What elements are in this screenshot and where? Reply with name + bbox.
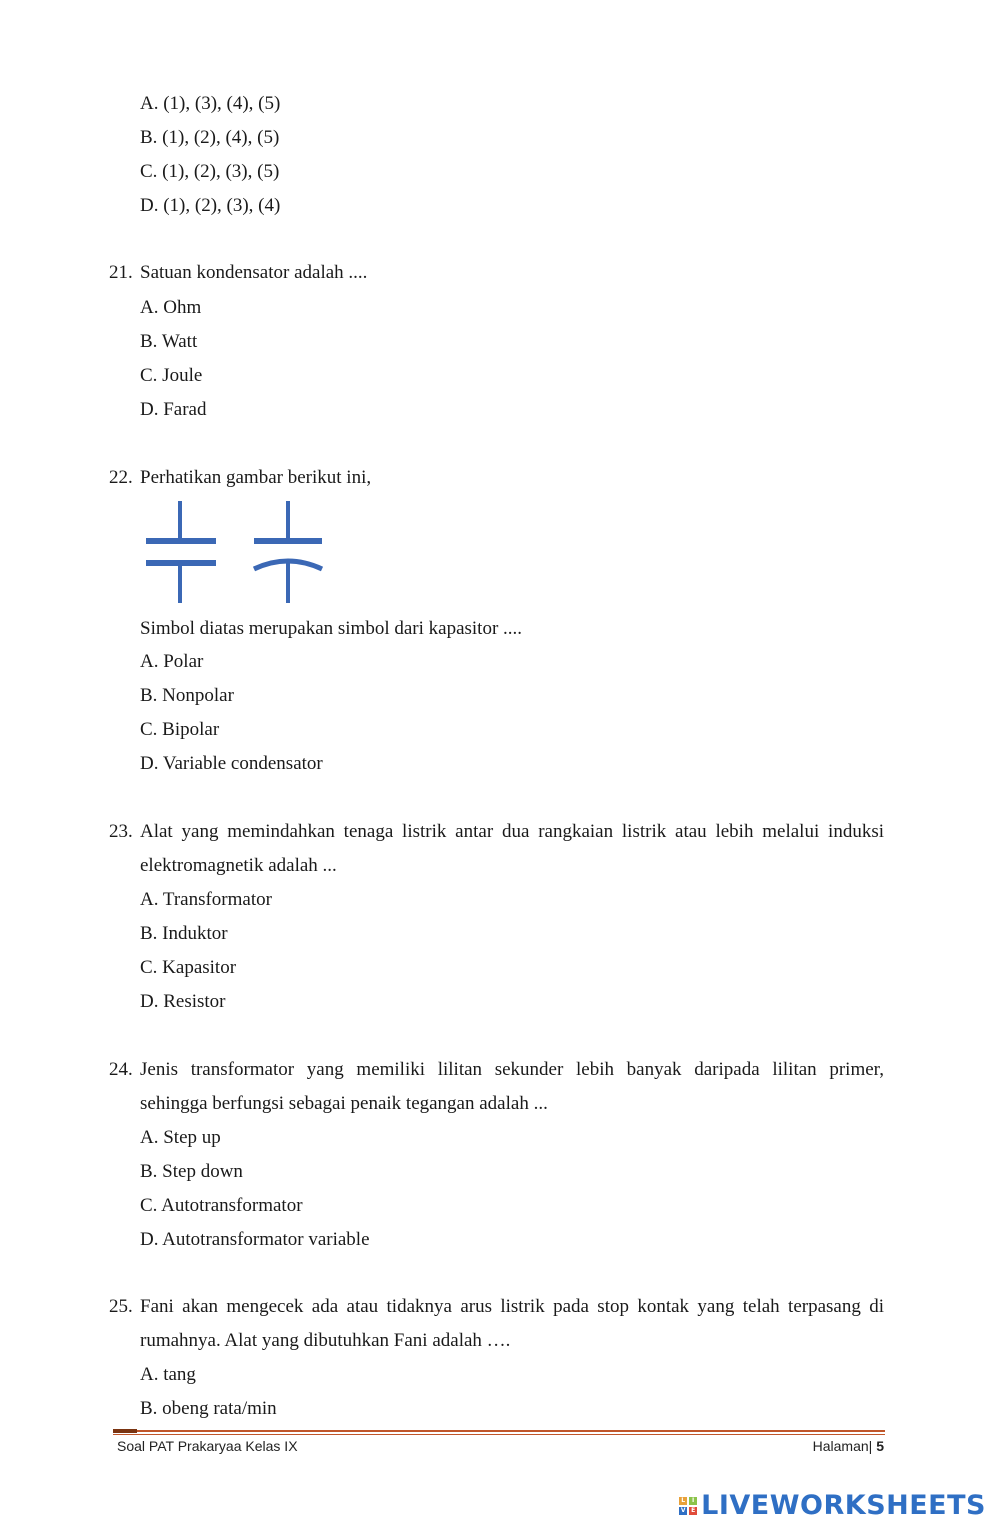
q24-option-c: C. Autotransformator bbox=[140, 1195, 303, 1216]
q20-option-c: C. (1), (2), (3), (5) bbox=[140, 161, 280, 182]
q23-option-a: A. Transformator bbox=[140, 889, 272, 910]
q22-number: 22. bbox=[109, 467, 133, 488]
q21-text: Satuan kondensator adalah .... bbox=[140, 262, 368, 283]
capacitor-symbols-figure bbox=[140, 497, 330, 607]
q21-option-c: C. Joule bbox=[140, 365, 203, 386]
liveworksheets-watermark bbox=[679, 1490, 986, 1521]
q25-text-line2: rumahnya. Alat yang dibutuhkan Fani adalah …. bbox=[140, 1330, 511, 1351]
q20-option-d: D. (1), (2), (3), (4) bbox=[140, 195, 281, 216]
footer-page-label bbox=[813, 1438, 884, 1454]
q23-option-c: C. Kapasitor bbox=[140, 957, 237, 978]
q22-option-a: A. Polar bbox=[140, 651, 204, 672]
logo-tile-i: I bbox=[689, 1497, 697, 1505]
q24-text-line1: Jenis transformator yang memiliki lilitan sekunder lebih banyak daripada lilitan primer, bbox=[140, 1059, 884, 1080]
q24-option-b: B. Step down bbox=[140, 1161, 243, 1182]
footer-accent-bar bbox=[113, 1429, 137, 1433]
q23-text-line2: elektromagnetik adalah ... bbox=[140, 855, 337, 876]
q23-number: 23. bbox=[109, 821, 133, 842]
q24-text-line2: sehingga berfungsi sebagai penaik tegangan adalah ... bbox=[140, 1093, 548, 1114]
q20-option-b: B. (1), (2), (4), (5) bbox=[140, 127, 280, 148]
q22-option-b: B. Nonpolar bbox=[140, 685, 234, 706]
q25-option-b: B. obeng rata/min bbox=[140, 1398, 277, 1419]
q24-number: 24. bbox=[109, 1059, 133, 1080]
footer-divider bbox=[113, 1430, 885, 1432]
q21-number: 21. bbox=[109, 262, 133, 283]
q22-option-c: C. Bipolar bbox=[140, 719, 220, 740]
liveworksheets-logo-icon bbox=[679, 1497, 697, 1515]
q23-option-b: B. Induktor bbox=[140, 923, 228, 944]
q25-text-line1: Fani akan mengecek ada atau tidaknya arus listrik pada stop kontak yang telah terpasang di bbox=[140, 1296, 884, 1317]
logo-tile-v: V bbox=[680, 1506, 686, 1514]
footer-divider-thin bbox=[113, 1434, 885, 1435]
q25-number: 25. bbox=[109, 1296, 133, 1317]
q22-caption: Simbol diatas merupakan simbol dari kapasitor .... bbox=[140, 618, 523, 639]
q23-text-line1: Alat yang memindahkan tenaga listrik antar dua rangkaian listrik atau lebih melalui induksi bbox=[140, 821, 884, 842]
logo-tile-e: E bbox=[691, 1506, 696, 1514]
capacitor-nonpolar-symbol bbox=[146, 501, 216, 603]
q25-option-a: A. tang bbox=[140, 1364, 196, 1385]
q24-option-d: D. Autotransformator variable bbox=[140, 1229, 370, 1250]
q21-option-a: A. Ohm bbox=[140, 297, 202, 318]
q23-option-d: D. Resistor bbox=[140, 991, 226, 1012]
q21-option-d: D. Farad bbox=[140, 399, 207, 420]
footer-document-title: Soal PAT Prakaryaa Kelas IX bbox=[117, 1438, 298, 1454]
q22-option-d: D. Variable condensator bbox=[140, 753, 323, 774]
liveworksheets-wordmark: LIVEWORKSHEETS bbox=[701, 1490, 986, 1521]
q22-text: Perhatikan gambar berikut ini, bbox=[140, 467, 372, 488]
logo-tile-l: L bbox=[679, 1497, 687, 1505]
q24-option-a: A. Step up bbox=[140, 1127, 221, 1148]
q20-option-a: A. (1), (3), (4), (5) bbox=[140, 93, 281, 114]
footer-page-number: 5 bbox=[876, 1438, 884, 1454]
footer-page-prefix: Halaman| bbox=[812, 1438, 873, 1454]
capacitor-polar-symbol bbox=[254, 501, 322, 603]
q21-option-b: B. Watt bbox=[140, 331, 198, 352]
